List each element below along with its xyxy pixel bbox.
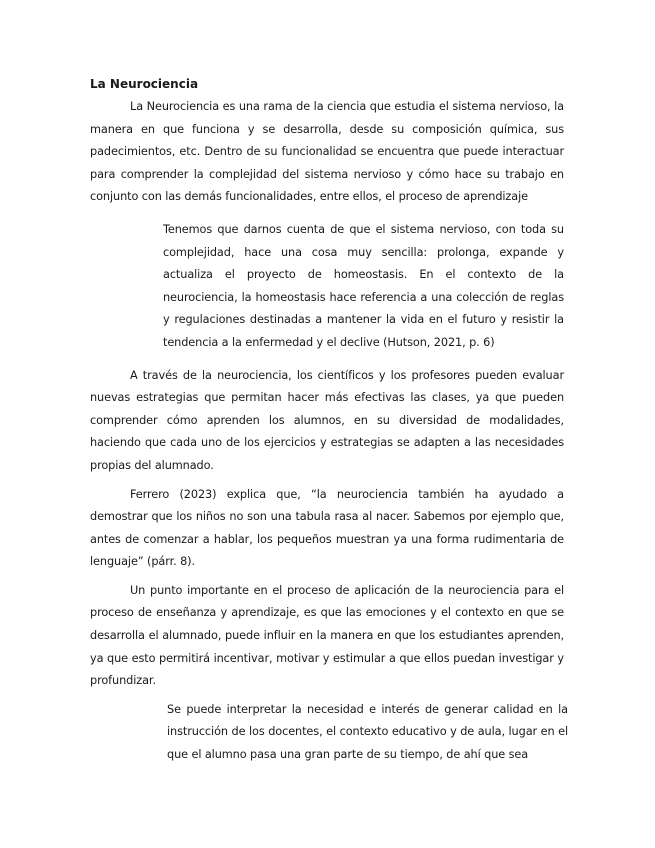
paragraph-4: Un punto importante en el proceso de aplicación de la neurociencia para el proceso de enseñanza y aprendizaje, es que las emociones y el contexto en que se desarrolla el alumnado, puede influir en la manera en que los estudiantes aprenden, ya que esto permitirá incentivar, motivar y estimular a que ellos puedan investigar y profundizar.: [90, 583, 564, 688]
document-page: [90, 73, 568, 777]
paragraph-1: La Neurociencia es una rama de la ciencia que estudia el sistema nervioso, la manera en que funciona y se desarrolla, desde su composición química, sus padecimientos, etc. Dentro de su funcionalidad se encuentra que puede interactuar para comprender la complejidad del sistema nervioso y cómo hace su trabajo en conjunto con las demás funcionalidades, entre ellos, el proceso de aprendizaje: [90, 100, 564, 204]
paragraph-2: A través de la neurociencia, los científicos y los profesores pueden evaluar nuevas estrategias que permitan hacer más efectivas las clases, ya que pueden comprender cómo aprenden los alumnos, en su diversidad de modalidades, haciendo que cada uno de los ejercicios y estrategias se adapten a las necesidades propias del alumnado.: [90, 368, 564, 472]
paragraph-3: Ferrero (2023) explica que, “la neurociencia también ha ayudado a demostrar que los niños no son una tabula rasa al nacer. Sabemos por ejemplo que, antes de comenzar a hablar, los pequeños muestran ya una forma rudimentaria de lenguaje” (párr. 8).: [90, 487, 564, 569]
block-quote-1: Tenemos que darnos cuenta de que el sistema nervioso, con toda su complejidad, hace una cosa muy sencilla: prolonga, expande y actualiza el proyecto de homeostasis. En el contexto de la neurociencia, la homeostasis hace referencia a una colección de reglas y regulaciones destinadas a mantener la vida en el futuro y resistir la tendencia a la enfermedad y el declive (Hutson, 2021, p. 6): [163, 222, 564, 349]
block-quote-2: Se puede interpretar la necesidad e interés de generar calidad en la instrucción de los docentes, el contexto educativo y de aula, lugar en el que el alumno pasa una gran parte de su tiempo, de ahí que sea: [167, 702, 568, 762]
document-title: La Neurociencia: [90, 77, 199, 91]
